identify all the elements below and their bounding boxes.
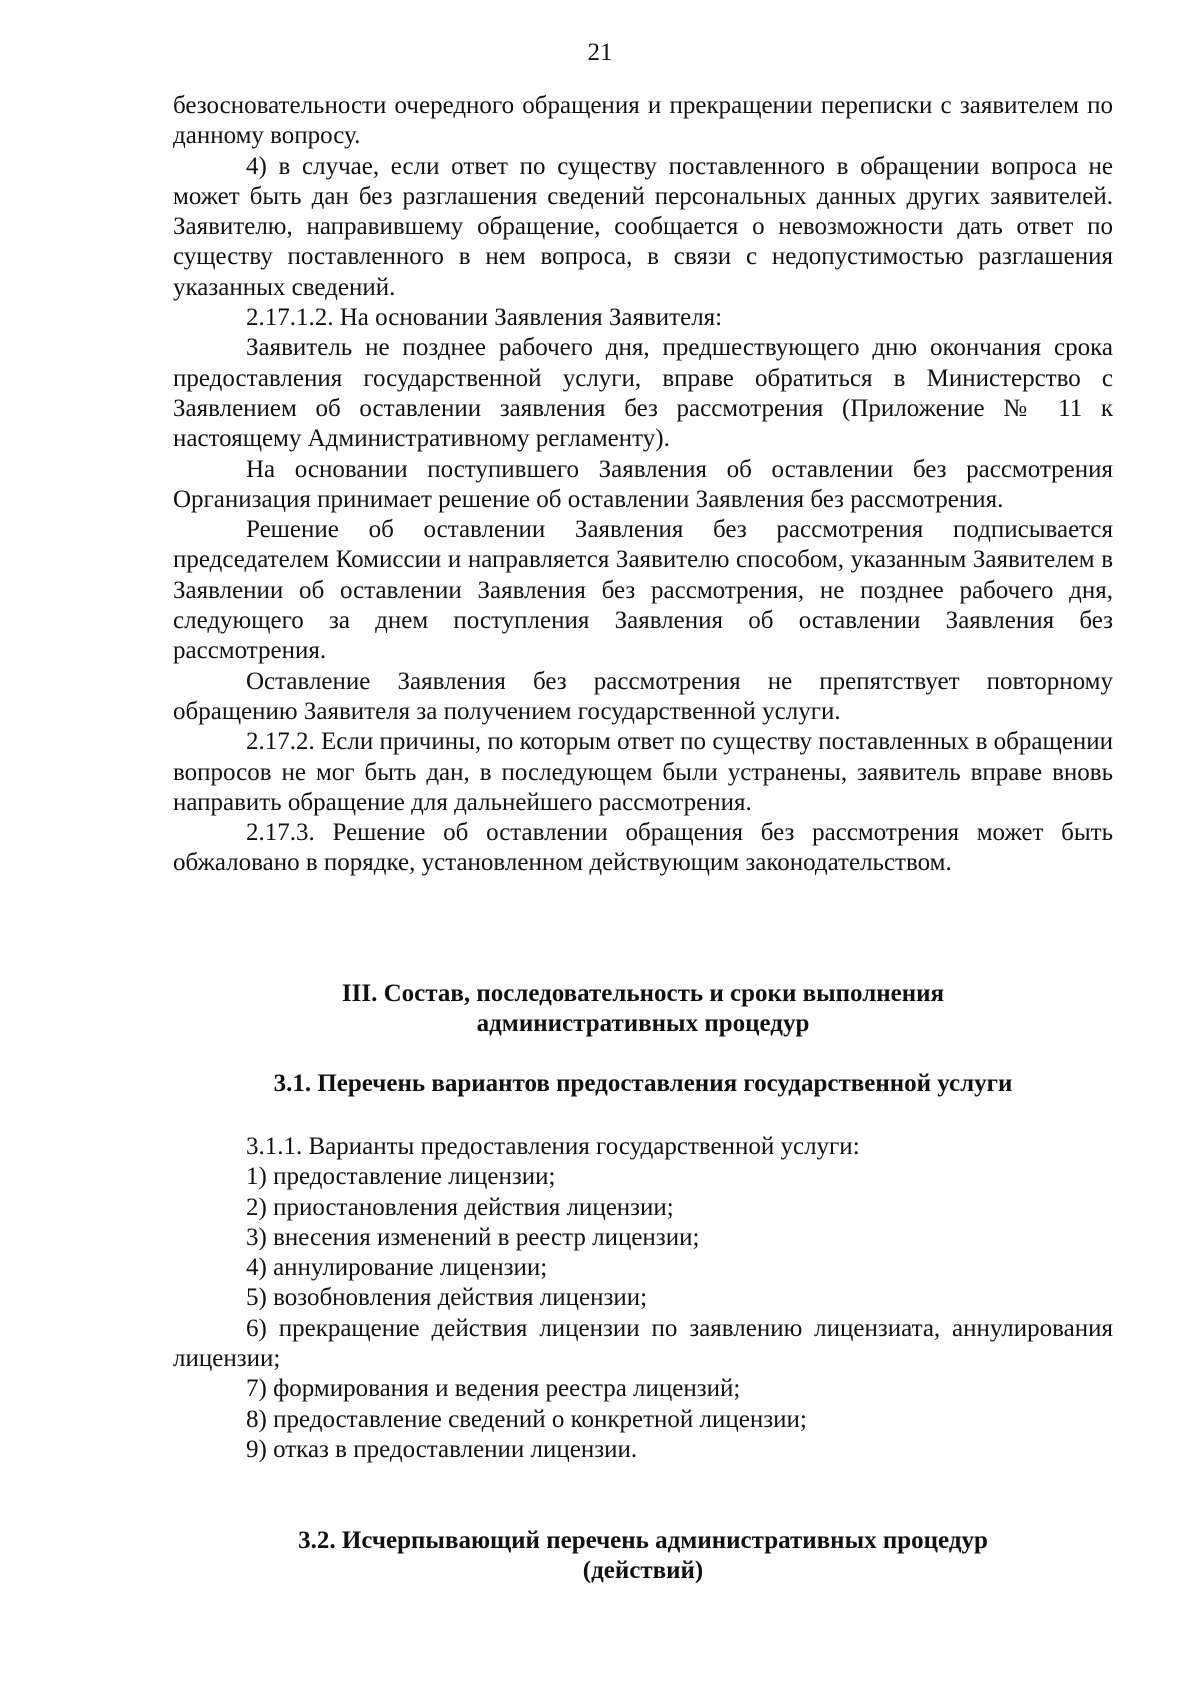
list-item: 9) отказ в предоставлении лицензии.: [246, 1435, 638, 1463]
variants-intro: 3.1.1. Варианты предоставления государственной услуги:: [246, 1133, 860, 1160]
paragraph-applicant-right: Заявитель не позднее рабочего дня, предшествующего дню окончания срока предоставления государственной услуги, вправе обратиться в Министерство с Заявлением об оставлении заявления без рассмотрения (Приложение № 11 к настоящему Административному регламенту).: [173, 334, 1113, 453]
list-item: 8) предоставление сведений о конкретной лицензии;: [246, 1405, 807, 1433]
page-number: 21: [587, 39, 613, 66]
section-3-2-heading-line-1: 3.2. Исчерпывающий перечень административных процедур: [298, 1527, 988, 1554]
paragraph-2-17-1-2: 2.17.1.2. На основании Заявления Заявителя:: [246, 304, 723, 332]
list-item: 1) предоставление лицензии;: [246, 1163, 556, 1191]
section-3-1-heading-text: 3.1. Перечень вариантов предоставления государственной услуги: [273, 1070, 1013, 1097]
list-item: 2) приостановления действия лицензии;: [246, 1193, 674, 1221]
list-item: 7) формирования и ведения реестра лицензий;: [246, 1375, 741, 1403]
paragraph-repeat-request: Оставление Заявления без рассмотрения не препятствует повторному обращению Заявителя за получением государственной услуги.: [173, 667, 1113, 725]
paragraph-item-4: 4) в случае, если ответ по существу поставленного в обращении вопроса не может быть дан без разглашения сведений персональных данных других заявителей. Заявителю, направившему обращение, сообщается о невозможности дать ответ по существу поставленного в нем вопроса, в связи с недопустимостью разглашения указанных сведений.: [173, 152, 1113, 301]
section-3-1-heading: [173, 1069, 1113, 1099]
list-item: 3) внесения изменений в реестр лицензии;: [246, 1223, 700, 1251]
list-item: 5) возобновления действия лицензии;: [246, 1284, 648, 1312]
section-3-heading-line-1: III. Состав, последовательность и сроки выполнения: [341, 980, 945, 1007]
paragraph-2-17-3: 2.17.3. Решение об оставлении обращения без рассмотрения может быть обжаловано в порядке, установленном действующим законодательством.: [173, 819, 1113, 877]
variants-list: [173, 1132, 1113, 1465]
body-text: [173, 91, 1113, 879]
section-3-heading-line-2: административных процедур: [476, 1010, 810, 1038]
section-3-heading: [173, 979, 1113, 1040]
paragraph-2-17-2: 2.17.2. Если причины, по которым ответ по существу поставленных в обращении вопросов не мог быть дан, в последующем были устранены, заявитель вправе вновь направить обращение для дальнейшего рассмотрения.: [173, 728, 1113, 816]
section-3-2-heading: [173, 1526, 1113, 1587]
list-item: 4) аннулирование лицензии;: [246, 1254, 548, 1282]
paragraph-organization-decision: На основании поступившего Заявления об оставлении без рассмотрения Организация принимает решение об оставлении Заявления без рассмотрения.: [173, 455, 1113, 513]
section-3-2-heading-line-2: (действий): [582, 1557, 704, 1585]
paragraph-continuation: безосновательности очередного обращения и прекращении переписки с заявителем по данному вопросу.: [173, 92, 1113, 150]
paragraph-decision-signing: Решение об оставлении Заявления без рассмотрения подписывается председателем Комиссии и направляется Заявителю способом, указанным Заявителем в Заявлении об оставлении Заявления без рассмотрения, не позднее рабочего дня, следующего за днем поступления Заявления об оставлении Заявления без рассмотрения.: [173, 516, 1113, 665]
list-item: 6) прекращение действия лицензии по заявлению лицензиата, аннулирования лицензии;: [173, 1314, 1113, 1373]
